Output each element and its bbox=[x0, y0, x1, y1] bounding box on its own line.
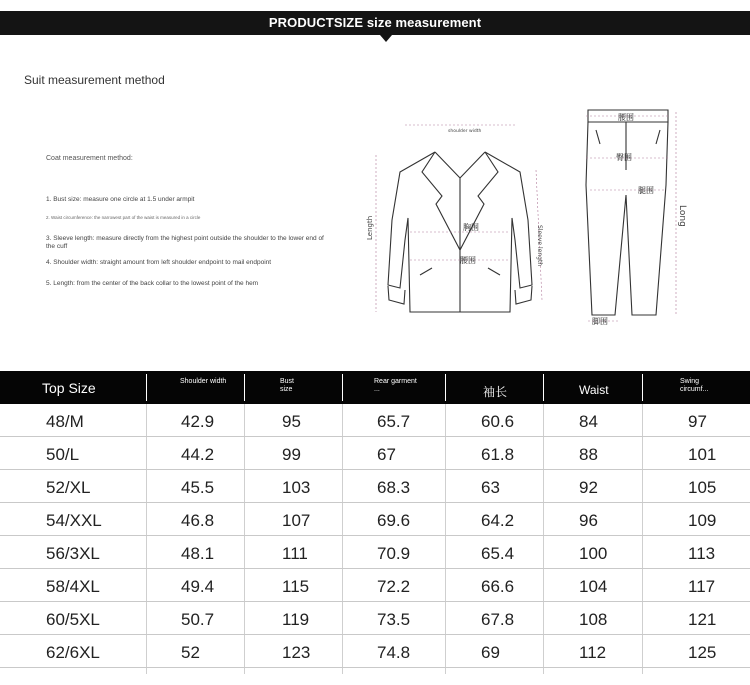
cell-size: 58/4XL bbox=[46, 577, 100, 596]
step-length: 5. Length: from the center of the back collar to the lowest point of the hem bbox=[46, 280, 259, 287]
cell-rear-garment: 68.3 bbox=[377, 478, 411, 497]
cell-sleeve: 64.2 bbox=[481, 511, 515, 530]
cell-waist: 100 bbox=[579, 544, 608, 563]
cell-shoulder: 42.9 bbox=[181, 412, 215, 431]
suit-method-title: Suit measurement method bbox=[24, 73, 165, 87]
header-swing-circumference: Swing circumf... bbox=[680, 378, 709, 393]
cell-rear-garment: 72.2 bbox=[377, 577, 411, 596]
cell-swing: 97 bbox=[688, 412, 707, 431]
cell-bust: 123 bbox=[282, 643, 311, 662]
suit-diagram bbox=[360, 100, 690, 335]
cell-bust: 107 bbox=[282, 511, 311, 530]
cell-size: 48/M bbox=[46, 412, 84, 431]
cell-shoulder: 50.7 bbox=[181, 610, 215, 629]
cell-swing: 117 bbox=[688, 577, 716, 596]
cell-swing: 101 bbox=[688, 445, 717, 464]
cell-size: 52/XL bbox=[46, 478, 91, 497]
header-top-size: Top Size bbox=[42, 380, 96, 396]
cell-shoulder: 44.2 bbox=[181, 445, 215, 464]
cell-bust: 95 bbox=[282, 412, 301, 431]
cell-sleeve: 69 bbox=[481, 643, 500, 662]
cell-bust: 111 bbox=[282, 544, 308, 563]
cell-sleeve: 66.6 bbox=[481, 577, 515, 596]
cell-size: 56/3XL bbox=[46, 544, 100, 563]
cell-rear-garment: 73.5 bbox=[377, 610, 411, 629]
header-sleeve-length: 袖长 bbox=[483, 385, 508, 399]
cell-size: 60/5XL bbox=[46, 610, 100, 629]
cell-waist: 92 bbox=[579, 478, 598, 497]
header-divider bbox=[342, 374, 343, 401]
step-sleeve: 3. Sleeve length: measure directly from the highest point outside the shoulder to the lower end of the cuff bbox=[46, 235, 324, 250]
cell-waist: 88 bbox=[579, 445, 598, 464]
cell-shoulder: 45.5 bbox=[181, 478, 215, 497]
step-waist: 2. Waist circumference: the narrowest part of the waist is measured in a circle bbox=[46, 215, 201, 220]
thigh-label: 腿围 bbox=[638, 186, 654, 195]
header-bust-size: Bust size bbox=[280, 378, 295, 393]
cell-bust: 99 bbox=[282, 445, 301, 464]
cell-waist: 96 bbox=[579, 511, 598, 530]
header-divider bbox=[543, 374, 544, 401]
table-row bbox=[0, 635, 750, 668]
cell-swing: 109 bbox=[688, 511, 717, 530]
cell-shoulder: 49.4 bbox=[181, 577, 215, 596]
shoulder-label: shoulder width bbox=[448, 129, 482, 134]
header-divider bbox=[642, 374, 643, 401]
banner-pointer bbox=[380, 35, 392, 42]
cell-swing: 125 bbox=[688, 643, 717, 662]
cell-rear-garment: 67 bbox=[377, 445, 396, 464]
long-label: Long bbox=[677, 205, 687, 227]
cell-sleeve: 63 bbox=[481, 478, 500, 497]
header-waist: Waist bbox=[579, 383, 609, 397]
cell-size: 62/6XL bbox=[46, 643, 100, 662]
cell-waist: 112 bbox=[579, 643, 607, 662]
table-row bbox=[0, 470, 750, 503]
bust-label: 胸围 bbox=[463, 223, 479, 232]
cell-sleeve: 60.6 bbox=[481, 412, 515, 431]
pants-illustration bbox=[586, 110, 668, 315]
coat-method-title: Coat measurement method: bbox=[46, 155, 133, 162]
cell-waist: 104 bbox=[579, 577, 608, 596]
cell-size: 50/L bbox=[46, 445, 80, 464]
cell-size: 54/XXL bbox=[46, 511, 102, 530]
banner-title: PRODUCTSIZE size measurement bbox=[268, 15, 482, 30]
table-header bbox=[0, 371, 750, 404]
step-bust: 1. Bust size: measure one circle at 1.5 under armpit bbox=[46, 196, 195, 203]
cell-sleeve: 65.4 bbox=[481, 544, 515, 563]
step-shoulder: 4. Shoulder width: straight amount from left shoulder endpoint to mail endpoint bbox=[46, 259, 272, 266]
hem-label: 脚围 bbox=[592, 317, 608, 326]
cell-waist: 84 bbox=[579, 412, 598, 431]
cell-shoulder: 46.8 bbox=[181, 511, 215, 530]
cell-bust: 115 bbox=[282, 577, 310, 596]
header-divider bbox=[244, 374, 245, 401]
cell-rear-garment: 69.6 bbox=[377, 511, 411, 530]
header-shoulder-width: Shoulder width bbox=[180, 378, 227, 385]
waist-label: 腰围 bbox=[460, 256, 476, 265]
hip-label: 臀围 bbox=[616, 153, 632, 162]
cell-bust: 119 bbox=[282, 610, 310, 629]
cell-sleeve: 61.8 bbox=[481, 445, 515, 464]
cell-swing: 105 bbox=[688, 478, 717, 497]
cell-waist: 108 bbox=[579, 610, 608, 629]
table-row bbox=[0, 404, 750, 437]
cell-shoulder: 52 bbox=[181, 643, 200, 662]
cell-bust: 103 bbox=[282, 478, 311, 497]
table-row bbox=[0, 437, 750, 470]
header-rear-garment: Rear garment ... bbox=[374, 378, 417, 393]
header-divider bbox=[445, 374, 446, 401]
pants-waist-label: 腰围 bbox=[618, 113, 634, 122]
cell-swing: 113 bbox=[688, 544, 716, 563]
cell-swing: 121 bbox=[688, 610, 717, 629]
table-row bbox=[0, 602, 750, 635]
sleeve-label: Sleeve length bbox=[536, 225, 543, 267]
title-banner bbox=[0, 11, 750, 35]
cell-sleeve: 67.8 bbox=[481, 610, 515, 629]
header-divider bbox=[146, 374, 147, 401]
cell-rear-garment: 74.8 bbox=[377, 643, 411, 662]
cell-rear-garment: 70.9 bbox=[377, 544, 411, 563]
table-row bbox=[0, 536, 750, 569]
table-row bbox=[0, 503, 750, 536]
length-label: Length bbox=[366, 215, 374, 240]
cell-shoulder: 48.1 bbox=[181, 544, 215, 563]
table-row bbox=[0, 569, 750, 602]
cell-rear-garment: 65.7 bbox=[377, 412, 411, 431]
